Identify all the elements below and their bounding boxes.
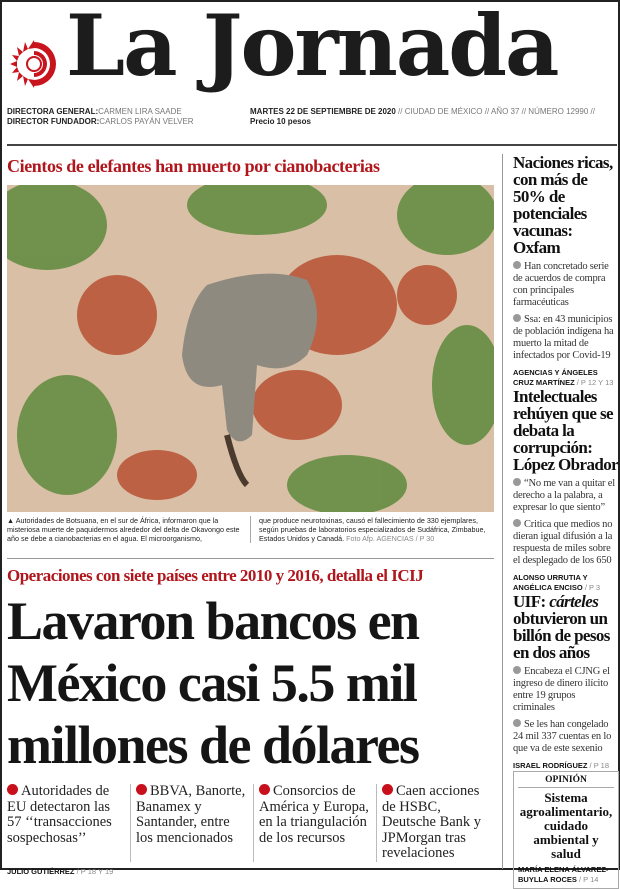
elephant-photo: [7, 185, 494, 512]
opinion-box[interactable]: [513, 771, 619, 889]
section-divider: [7, 558, 494, 559]
bullet-dot-icon: [513, 666, 521, 674]
main-bullet: Consorcios de América y Europa, en la triangulación de los recursos: [253, 784, 376, 862]
sidebar: [513, 153, 619, 884]
side-story-1[interactable]: Naciones ricas, con más de 50% de potenciales vacunas: Oxfam Han concretado serie de acuerdos de compra con principales farmacéuticas Ssa: en 43 municipios de población indígena ha muerto la mitad de infectados por Covid-19 AGENCIAS Y ÁNGELES CRUZ MARTÍNEZ / P 12 Y 13: [513, 154, 619, 388]
main-bullets: [7, 784, 499, 877]
byline: AGENCIAS Y ÁNGELES CRUZ MARTÍNEZ / P 12 Y 13: [513, 368, 614, 387]
edition-info: MARTES 22 DE SEPTIEMBRE DE 2020 // CIUDAD DE MÉXICO // AÑO 37 // NÚMERO 12990 // Precio 10 pesos: [250, 107, 595, 126]
bullet-dot-icon: [136, 784, 147, 795]
bullet-dot-icon: [513, 261, 521, 269]
side-story-3[interactable]: UIF: cárteles obtuvieron un billón de pesos en dos años Encabeza el CJNG el ingreso de dinero ilícito entre 19 grupos criminales Se les han congelado 24 mil 337 cuentas en lo que va de este sexenio ISRAEL RODRÍGUEZ / P 18: [513, 593, 619, 771]
main-story-kicker[interactable]: Operaciones con siete países entre 2010 y 2016, detalla el ICIJ: [7, 566, 424, 585]
bullet-dot-icon: [7, 784, 18, 795]
newspaper-logo: La Jornada: [66, 0, 558, 95]
main-byline: JULIO GUTIÉRREZ / P 18 Y 19: [7, 866, 114, 876]
byline: ALONSO URRUTIA Y ANGÉLICA ENCISO / P 3: [513, 573, 601, 592]
caption-divider: [250, 516, 251, 543]
sun-logo-icon: [9, 39, 59, 89]
photo-caption-right: que produce neurotoxinas, causó el fallecimiento de 330 ejemplares, según pruebas de laboratorios especializados de Sudáfrica, Zimbabue, Estados Unidos y Canadá. Foto Afp. AGENCIAS / P 30: [259, 516, 486, 543]
byline: ISRAEL RODRÍGUEZ / P 18: [513, 761, 609, 770]
main-bullet: Caen acciones de HSBC, Deutsche Bank y JPMorgan tras revelaciones: [376, 784, 499, 862]
staff-credits: DIRECTORA GENERAL:CARMEN LIRA SAADE DIRECTOR FUNDADOR:CARLOS PAYÁN VELVER: [7, 107, 194, 126]
bullet-dot-icon: [513, 519, 521, 527]
main-bullet: BBVA, Banorte, Banamex y Santander, entre los mencionados: [130, 784, 253, 862]
photo-caption-left: ▲ Autoridades de Botsuana, en el sur de África, informaron que la misteriosa muerte de paquidermos alrededor del delta de Okavongo este año se debe a cianobacterias en el agua. El microorganismo,: [7, 516, 240, 543]
main-bullet: Autoridades de EU detectaron las 57 ‘‘transacciones sospechosas’’: [7, 783, 112, 846]
masthead-divider: [7, 144, 617, 146]
photo-story-kicker[interactable]: Cientos de elefantes han muerto por cianobacterias: [7, 156, 380, 176]
bullet-dot-icon: [259, 784, 270, 795]
opinion-byline: MARÍA ELENA ÁLVAREZ-BUYLLA ROCES / P 14: [518, 865, 609, 884]
bullet-dot-icon: [382, 784, 393, 795]
side-story-2[interactable]: Intelectuales rehúyen que se debata la corrupción: López Obrador “No me van a quitar el derecho a la palabra, a expresar lo que siento” Critica que medios no dieran igual difusión a la respuesta de miles sobre el desplegado de los 650 ALONSO URRUTIA Y ANGÉLICA ENCISO / P 3: [513, 387, 619, 592]
main-headline[interactable]: Lavaron bancos en México casi 5.5 mil millones de dólares: [7, 591, 419, 775]
bullet-dot-icon: [513, 314, 521, 322]
opinion-label: OPINIÓN: [518, 775, 614, 788]
sidebar-divider: [502, 154, 503, 869]
bullet-dot-icon: [513, 478, 521, 486]
photo-caption: [7, 516, 494, 543]
bullet-dot-icon: [513, 719, 521, 727]
opinion-title: Sistema agroalimentario, cuidado ambiental y salud: [519, 790, 613, 861]
